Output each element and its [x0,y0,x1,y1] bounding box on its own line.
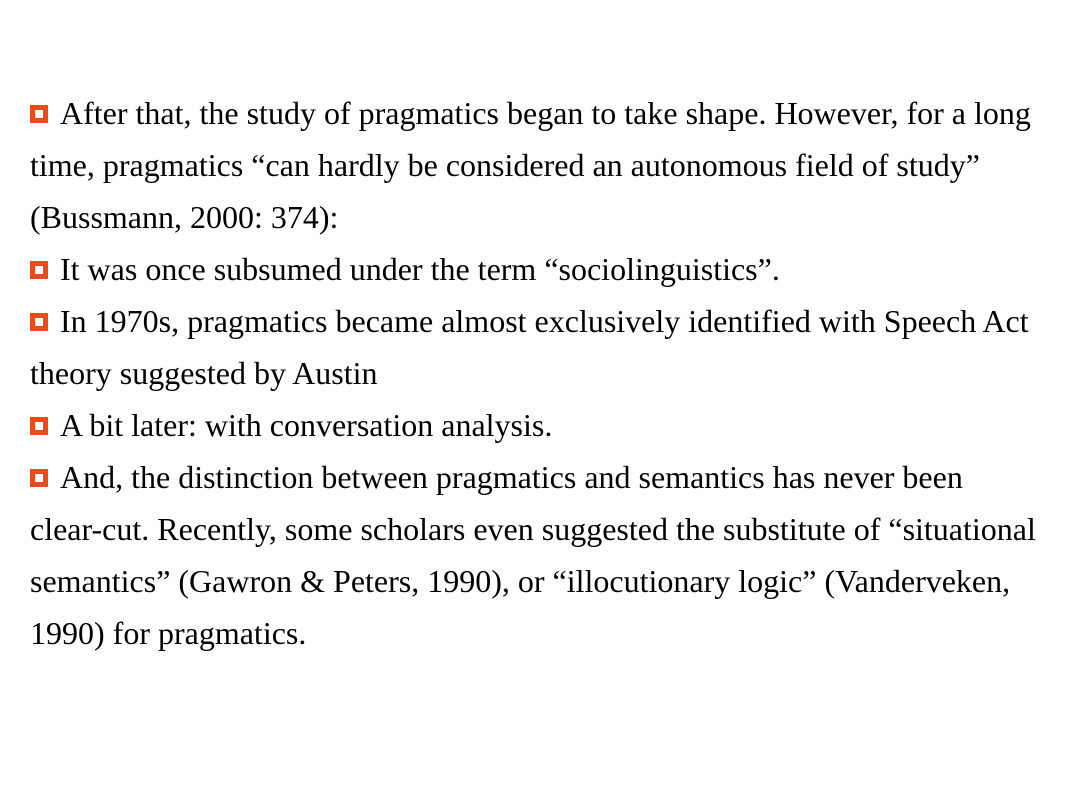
square-bullet-icon [30,417,48,435]
bullet-item [30,243,1040,295]
bullet-text: And, the distinction between pragmatics and semantics has never been clear-cut. Recently, some scholars even suggested the substitute of “situational semantics” (Gawron & Peters, 1990), or “illocutionary logic” (Vanderveken, 1990) for pragmatics. [30,459,1036,651]
slide-body [30,87,1040,659]
square-bullet-icon [30,469,48,487]
bullet-item [30,399,1040,451]
square-bullet-icon [30,313,48,331]
square-bullet-icon [30,105,48,123]
bullet-text: A bit later: with conversation analysis. [60,407,553,443]
bullet-text: After that, the study of pragmatics began to take shape. However, for a long time, pragmatics “can hardly be considered an autonomous field of study” (Bussmann, 2000: 374): [30,95,1031,235]
square-bullet-icon [30,261,48,279]
bullet-item [30,87,1040,243]
bullet-text: It was once subsumed under the term “sociolinguistics”. [60,251,780,287]
bullet-item [30,295,1040,399]
bullet-text: In 1970s, pragmatics became almost exclusively identified with Speech Act theory suggested by Austin [30,303,1029,391]
bullet-item [30,451,1040,659]
